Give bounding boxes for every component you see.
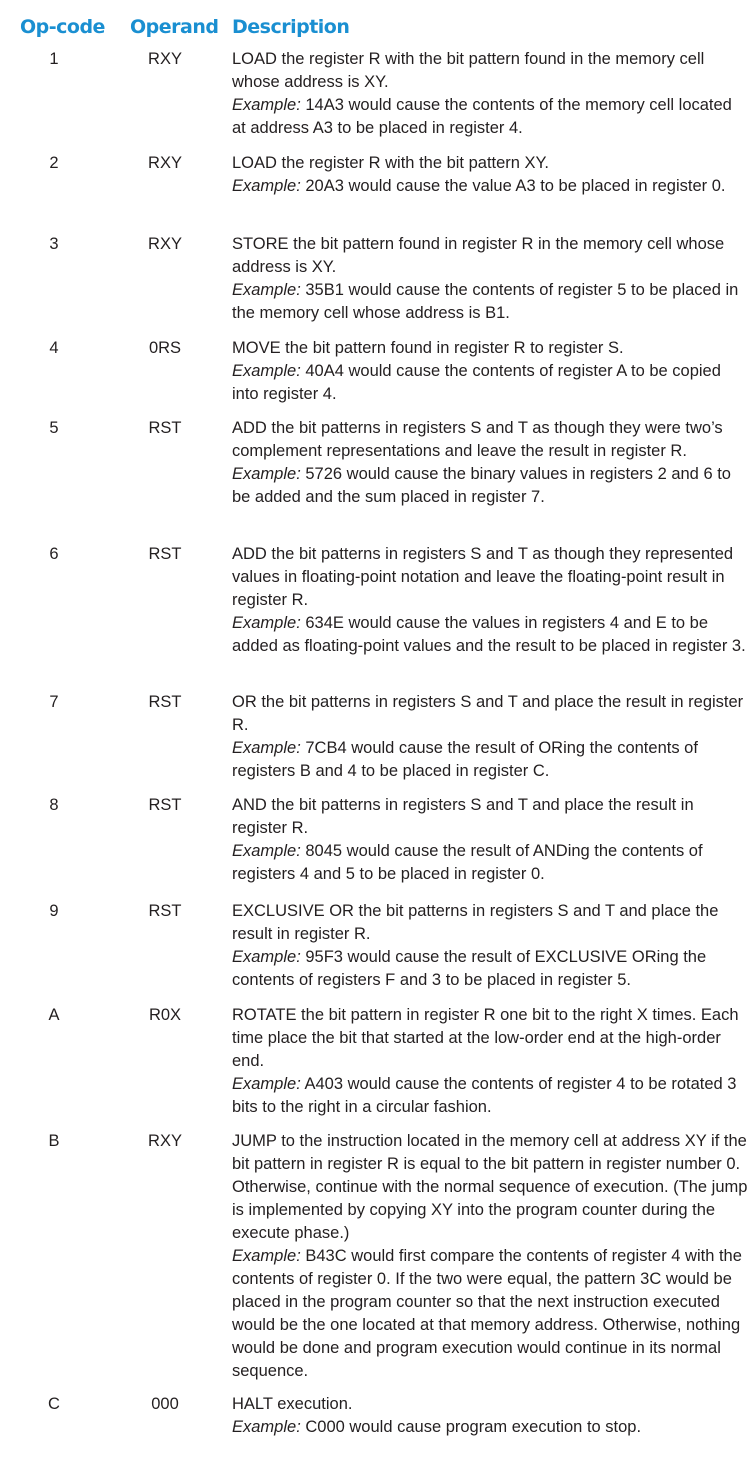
row-example	[232, 737, 750, 783]
header-description: Description	[232, 16, 350, 38]
example-label: Example:	[232, 1075, 301, 1093]
row-opcode: A	[48, 1006, 60, 1024]
row-description-block	[232, 543, 750, 658]
row-example	[232, 1416, 750, 1439]
row-description: EXCLUSIVE OR the bit patterns in registers S and T and place the result in register R.	[232, 902, 719, 943]
row-example	[232, 175, 750, 198]
row-example	[232, 94, 750, 140]
row-description-block	[232, 794, 750, 886]
row-description: HALT execution.	[232, 1395, 353, 1413]
row-description-block	[232, 1004, 750, 1119]
row-description-block	[232, 900, 750, 992]
row-example	[232, 463, 750, 509]
example-text: 14A3 would cause the contents of the memory cell located at address A3 to be placed in register 4.	[232, 96, 732, 137]
example-label: Example:	[232, 842, 301, 860]
row-example	[232, 1245, 750, 1383]
table-header	[0, 16, 752, 44]
row-example	[232, 1073, 750, 1119]
row-description: ADD the bit patterns in registers S and T as though they represented values in floating-point notation and leave the floating-point result in register R.	[232, 545, 734, 609]
row-opcode: 7	[49, 693, 59, 711]
row-description: OR the bit patterns in registers S and T and place the result in register R.	[232, 693, 744, 734]
row-opcode: 1	[49, 50, 59, 68]
example-text: A403 would cause the contents of register 4 to be rotated 3 bits to the right in a circular fashion.	[232, 1075, 737, 1116]
example-text: C000 would cause program execution to stop.	[300, 1418, 642, 1436]
example-label: Example:	[232, 948, 301, 966]
row-operand: RXY	[148, 50, 182, 68]
row-opcode: C	[48, 1395, 60, 1413]
example-label: Example:	[232, 739, 301, 757]
row-description-block	[232, 1393, 750, 1439]
example-text: 35B1 would cause the contents of register 5 to be placed in the memory cell whose address is B1.	[232, 281, 739, 322]
row-opcode: B	[48, 1132, 60, 1150]
row-opcode: 9	[49, 902, 59, 920]
row-example	[232, 612, 750, 658]
row-operand: RST	[148, 419, 182, 437]
example-label: Example:	[232, 281, 301, 299]
example-text: 20A3 would cause the value A3 to be placed in register 0.	[300, 177, 726, 195]
row-description: ROTATE the bit pattern in register R one bit to the right X times. Each time place the bit that started at the low-order end at the high-order end.	[232, 1006, 739, 1070]
example-text: 95F3 would cause the result of EXCLUSIVE ORing the contents of registers F and 3 to be placed in register 5.	[232, 948, 707, 989]
row-opcode: 8	[49, 796, 59, 814]
example-text: 5726 would cause the binary values in registers 2 and 6 to be added and the sum placed in register 7.	[232, 465, 731, 506]
row-operand: RST	[148, 545, 182, 563]
example-label: Example:	[232, 177, 301, 195]
row-operand: RST	[148, 902, 182, 920]
header-operand: Operand	[130, 16, 219, 38]
row-operand: RXY	[148, 154, 182, 172]
row-description-block	[232, 48, 750, 140]
row-example	[232, 360, 750, 406]
row-description: LOAD the register R with the bit pattern found in the memory cell whose address is XY.	[232, 50, 705, 91]
header-opcode: Op-code	[20, 16, 105, 38]
row-opcode: 5	[49, 419, 59, 437]
example-label: Example:	[232, 465, 301, 483]
row-description-block	[232, 417, 750, 509]
row-example	[232, 946, 750, 992]
row-operand: 0RS	[148, 339, 182, 357]
row-opcode: 4	[49, 339, 59, 357]
row-description: MOVE the bit pattern found in register R to register S.	[232, 339, 624, 357]
example-label: Example:	[232, 96, 301, 114]
example-label: Example:	[232, 614, 301, 632]
row-description-block	[232, 152, 750, 198]
row-operand: RST	[148, 796, 182, 814]
row-description-block	[232, 233, 750, 325]
row-operand: RST	[148, 693, 182, 711]
example-text: 7CB4 would cause the result of ORing the contents of registers B and 4 to be placed in register C.	[232, 739, 698, 780]
row-operand: 000	[151, 1395, 179, 1413]
row-description: LOAD the register R with the bit pattern XY.	[232, 154, 550, 172]
example-text: 40A4 would cause the contents of register A to be copied into register 4.	[232, 362, 721, 403]
row-operand: RXY	[148, 235, 182, 253]
row-operand: RXY	[148, 1132, 182, 1150]
example-label: Example:	[232, 1418, 301, 1436]
example-label: Example:	[232, 1247, 301, 1265]
row-description: ADD the bit patterns in registers S and T as though they were two’s complement representations and leave the result in register R.	[232, 419, 723, 460]
row-example	[232, 279, 750, 325]
example-text: 634E would cause the values in registers 4 and E to be added as floating-point values and the result to be placed in register 3.	[232, 614, 746, 655]
example-text: 8045 would cause the result of ANDing the contents of registers 4 and 5 to be placed in register 0.	[232, 842, 703, 883]
row-description-block	[232, 1130, 750, 1383]
example-text: B43C would first compare the contents of register 4 with the contents of register 0. If the two were equal, the pattern 3C would be placed in the program counter so that the next instruction executed would be the one located at that memory address. Otherwise, nothing would be done and program execution would continue in its normal sequence.	[232, 1247, 742, 1380]
example-label: Example:	[232, 362, 301, 380]
row-operand: R0X	[148, 1006, 182, 1024]
row-description-block	[232, 691, 750, 783]
row-example	[232, 840, 750, 886]
row-description: AND the bit patterns in registers S and T and place the result in register R.	[232, 796, 694, 837]
row-opcode: 3	[49, 235, 59, 253]
row-description-block	[232, 337, 750, 406]
row-opcode: 6	[49, 545, 59, 563]
row-opcode: 2	[49, 154, 59, 172]
row-description: JUMP to the instruction located in the memory cell at address XY if the bit pattern in register R is equal to the bit pattern in register number 0. Otherwise, continue with the normal sequence of execution. (The jump is implemented by copying XY into the program counter during the execute phase.)	[232, 1132, 748, 1242]
row-description: STORE the bit pattern found in register R in the memory cell whose address is XY.	[232, 235, 725, 276]
